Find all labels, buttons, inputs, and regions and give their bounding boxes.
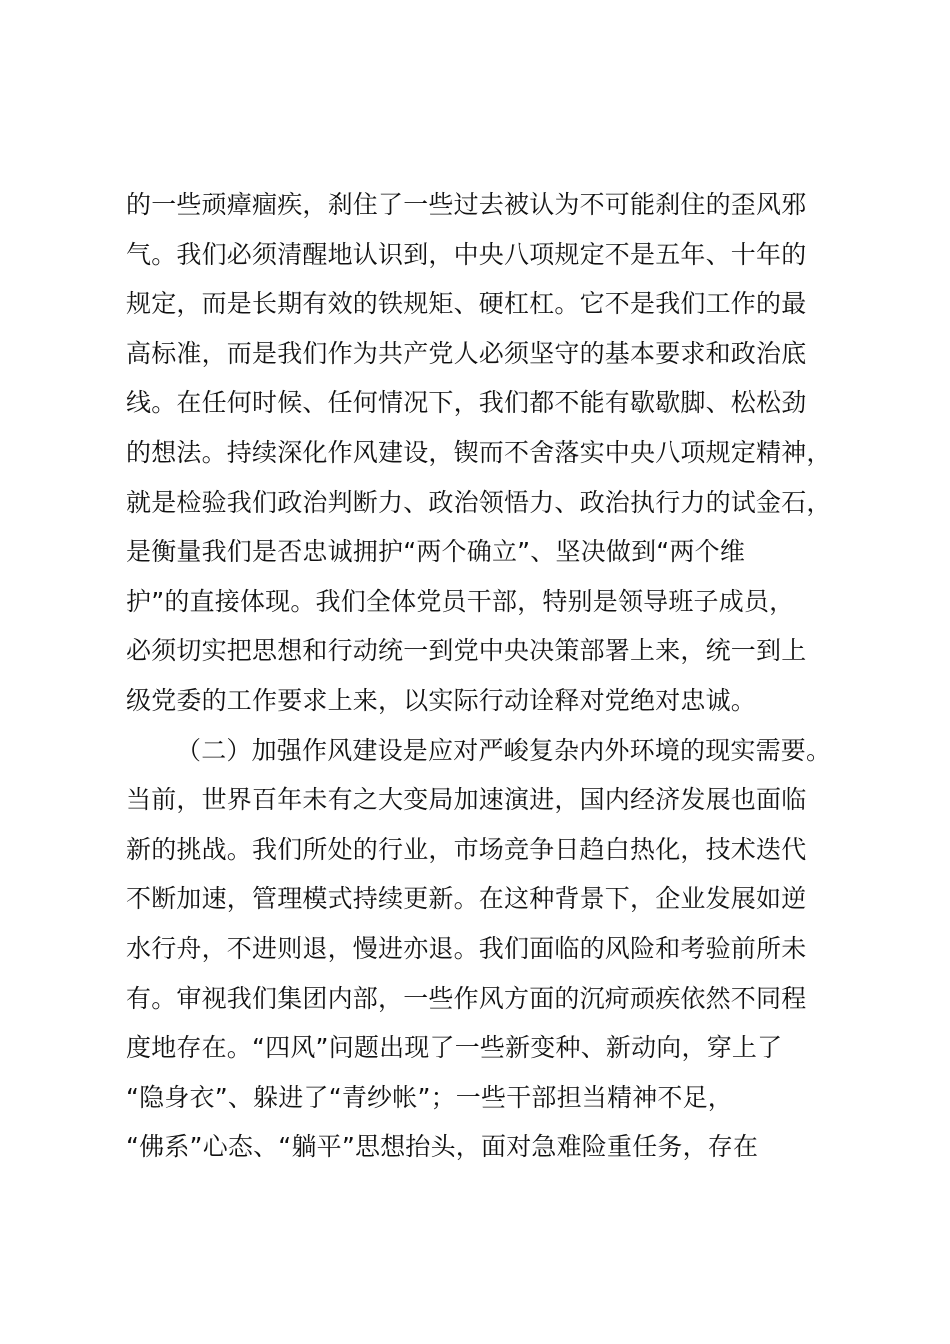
section-heading: （二）加强作风建设是应对严峻复杂内外环境的现实需要。 xyxy=(176,735,832,765)
text-line: 不断加速，管理模式持续更新。在这种背景下，企业发展如逆 xyxy=(126,884,807,914)
text-line: 就是检验我们政治判断力、政治领悟力、政治执行力的试金石， xyxy=(126,487,832,517)
text-line: 线。在任何时候、任何情况下，我们都不能有歇歇脚、松松劲 xyxy=(126,388,807,418)
text-line: 高标准，而是我们作为共产党人必须坚守的基本要求和政治底 xyxy=(126,338,807,368)
text-line: 水行舟，不进则退，慢进亦退。我们面临的风险和考验前所未 xyxy=(126,933,807,963)
text-line: 必须切实把思想和行动统一到党中央决策部署上来，统一到上 xyxy=(126,636,807,666)
text-line: 是衡量我们是否忠诚拥护“两个确立”、坚决做到“两个维 xyxy=(126,537,746,567)
text-line: 度地存在。“四风”问题出现了一些新变种、新动向，穿上了 xyxy=(126,1033,783,1063)
text-line: “佛系”心态、“躺平”思想抬头，面对急难险重任务，存在 xyxy=(126,1132,759,1162)
text-line: 护”的直接体现。我们全体党员干部，特别是领导班子成员， xyxy=(126,586,795,616)
text-line: 的想法。持续深化作风建设，锲而不舍落实中央八项规定精神， xyxy=(126,437,832,467)
text-line: 级党委的工作要求上来，以实际行动诠释对党绝对忠诚。 xyxy=(126,685,757,715)
text-line: “隐身衣”、躲进了“青纱帐”；一些干部担当精神不足， xyxy=(126,1082,734,1112)
body-text xyxy=(126,180,856,1172)
text-line: 规定，而是长期有效的铁规矩、硬杠杠。它不是我们工作的最 xyxy=(126,289,807,319)
text-line: 新的挑战。我们所处的行业，市场竞争日趋白热化，技术迭代 xyxy=(126,834,807,864)
text-line: 有。审视我们集团内部，一些作风方面的沉疴顽疾依然不同程 xyxy=(126,983,807,1013)
text-line: 的一些顽瘴痼疾，刹住了一些过去被认为不可能刹住的歪风邪 xyxy=(126,190,807,219)
text-line: 气。我们必须清醒地认识到，中央八项规定不是五年、十年的 xyxy=(126,239,807,269)
text-line: 当前，世界百年未有之大变局加速演进，国内经济发展也面临 xyxy=(126,785,807,815)
